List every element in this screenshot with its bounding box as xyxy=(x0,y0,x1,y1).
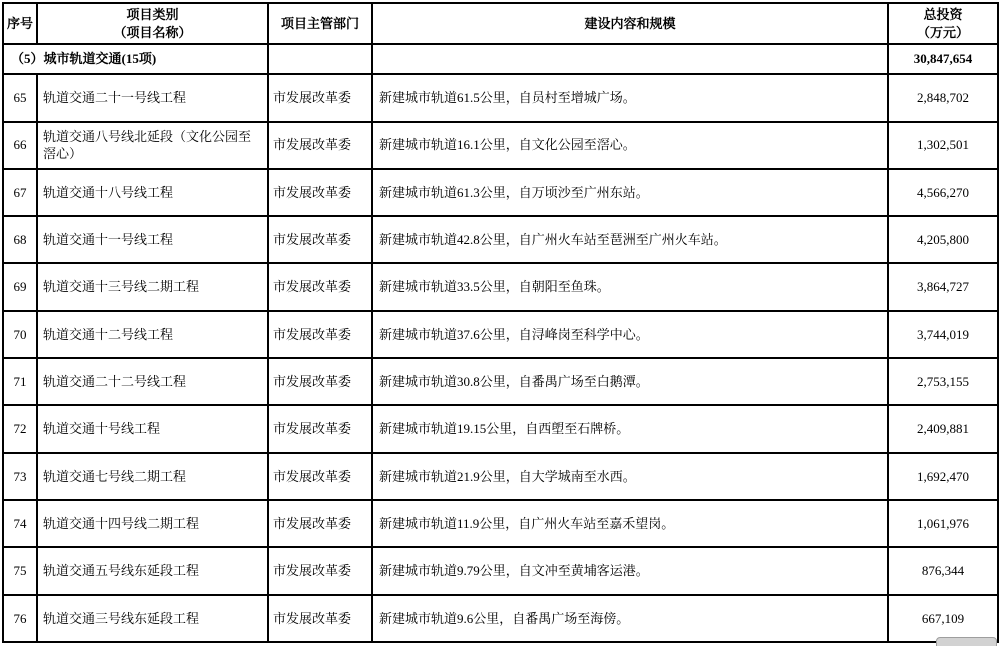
table-row xyxy=(3,547,998,594)
row-investment: 2,753,155 xyxy=(888,358,998,405)
row-content: 新建城市轨道33.5公里，自朝阳至鱼珠。 xyxy=(372,263,888,310)
table-row xyxy=(3,500,998,547)
row-investment: 667,109 xyxy=(888,595,998,642)
row-investment: 3,744,019 xyxy=(888,311,998,358)
row-content: 新建城市轨道30.8公里，自番禺广场至白鹅潭。 xyxy=(372,358,888,405)
row-seq: 69 xyxy=(3,263,37,310)
row-content: 新建城市轨道61.3公里，自万顷沙至广州东站。 xyxy=(372,169,888,216)
table-row xyxy=(3,453,998,500)
subtotal-dept-empty xyxy=(268,44,372,74)
col-header-investment-line1: 总投资 xyxy=(923,7,963,22)
table-header xyxy=(3,3,998,44)
row-project-name: 轨道交通十四号线二期工程 xyxy=(37,500,268,547)
row-project-name: 轨道交通十一号线工程 xyxy=(37,216,268,263)
floating-widget[interactable] xyxy=(936,637,997,646)
row-content: 新建城市轨道21.9公里，自大学城南至水西。 xyxy=(372,453,888,500)
subtotal-content-empty xyxy=(372,44,888,74)
row-seq: 68 xyxy=(3,216,37,263)
row-project-name: 轨道交通二十二号线工程 xyxy=(37,358,268,405)
subtotal-category: （5）城市轨道交通(15项) xyxy=(3,44,268,74)
row-project-name: 轨道交通七号线二期工程 xyxy=(37,453,268,500)
row-dept: 市发展改革委 xyxy=(268,216,372,263)
row-content: 新建城市轨道37.6公里，自浔峰岗至科学中心。 xyxy=(372,311,888,358)
table-row xyxy=(3,74,998,121)
row-dept: 市发展改革委 xyxy=(268,500,372,547)
row-dept: 市发展改革委 xyxy=(268,74,372,121)
row-investment: 1,061,976 xyxy=(888,500,998,547)
row-seq: 65 xyxy=(3,74,37,121)
row-content: 新建城市轨道61.5公里，自员村至增城广场。 xyxy=(372,74,888,121)
col-header-dept: 项目主管部门 xyxy=(268,3,372,44)
subtotal-row xyxy=(3,44,998,74)
row-dept: 市发展改革委 xyxy=(268,453,372,500)
row-content: 新建城市轨道19.15公里，自西塱至石牌桥。 xyxy=(372,405,888,452)
table-row xyxy=(3,169,998,216)
col-header-content: 建设内容和规模 xyxy=(372,3,888,44)
row-project-name: 轨道交通十二号线工程 xyxy=(37,311,268,358)
table-row xyxy=(3,311,998,358)
row-investment: 1,692,470 xyxy=(888,453,998,500)
table-row xyxy=(3,216,998,263)
col-header-investment xyxy=(888,3,998,44)
table-row xyxy=(3,263,998,310)
header-row xyxy=(3,3,998,44)
row-dept: 市发展改革委 xyxy=(268,547,372,594)
row-investment: 4,205,800 xyxy=(888,216,998,263)
row-investment: 2,848,702 xyxy=(888,74,998,121)
row-investment: 3,864,727 xyxy=(888,263,998,310)
row-investment: 2,409,881 xyxy=(888,405,998,452)
row-project-name: 轨道交通十三号线二期工程 xyxy=(37,263,268,310)
row-content: 新建城市轨道11.9公里，自广州火车站至嘉禾望岗。 xyxy=(372,500,888,547)
row-seq: 72 xyxy=(3,405,37,452)
col-header-category-line2: （项目名称） xyxy=(113,24,192,40)
row-investment: 4,566,270 xyxy=(888,169,998,216)
table-row xyxy=(3,358,998,405)
row-dept: 市发展改革委 xyxy=(268,169,372,216)
row-seq: 66 xyxy=(3,122,37,169)
row-seq: 67 xyxy=(3,169,37,216)
row-seq: 75 xyxy=(3,547,37,594)
table-row xyxy=(3,595,998,642)
row-dept: 市发展改革委 xyxy=(268,122,372,169)
row-project-name: 轨道交通五号线东延段工程 xyxy=(37,547,268,594)
row-dept: 市发展改革委 xyxy=(268,358,372,405)
row-investment: 876,344 xyxy=(888,547,998,594)
col-header-category-line1: 项目类别 xyxy=(126,7,179,22)
row-seq: 74 xyxy=(3,500,37,547)
row-seq: 70 xyxy=(3,311,37,358)
row-project-name: 轨道交通八号线北延段（文化公园至滘心） xyxy=(37,122,268,169)
row-project-name: 轨道交通二十一号线工程 xyxy=(37,74,268,121)
row-seq: 76 xyxy=(3,595,37,642)
col-header-investment-line2: （万元） xyxy=(916,24,969,40)
table-row xyxy=(3,122,998,169)
row-project-name: 轨道交通十八号线工程 xyxy=(37,169,268,216)
table-row xyxy=(3,405,998,452)
subtotal-investment: 30,847,654 xyxy=(888,44,998,74)
row-content: 新建城市轨道42.8公里，自广州火车站至琶洲至广州火车站。 xyxy=(372,216,888,263)
projects-table xyxy=(2,2,999,643)
col-header-seq: 序号 xyxy=(3,3,37,44)
row-investment: 1,302,501 xyxy=(888,122,998,169)
row-dept: 市发展改革委 xyxy=(268,263,372,310)
row-dept: 市发展改革委 xyxy=(268,311,372,358)
row-content: 新建城市轨道16.1公里，自文化公园至滘心。 xyxy=(372,122,888,169)
row-dept: 市发展改革委 xyxy=(268,405,372,452)
row-content: 新建城市轨道9.6公里，自番禺广场至海傍。 xyxy=(372,595,888,642)
col-header-category xyxy=(37,3,268,44)
row-seq: 73 xyxy=(3,453,37,500)
row-project-name: 轨道交通三号线东延段工程 xyxy=(37,595,268,642)
row-content: 新建城市轨道9.79公里，自文冲至黄埔客运港。 xyxy=(372,547,888,594)
row-project-name: 轨道交通十号线工程 xyxy=(37,405,268,452)
table-body xyxy=(3,44,998,642)
row-seq: 71 xyxy=(3,358,37,405)
row-dept: 市发展改革委 xyxy=(268,595,372,642)
